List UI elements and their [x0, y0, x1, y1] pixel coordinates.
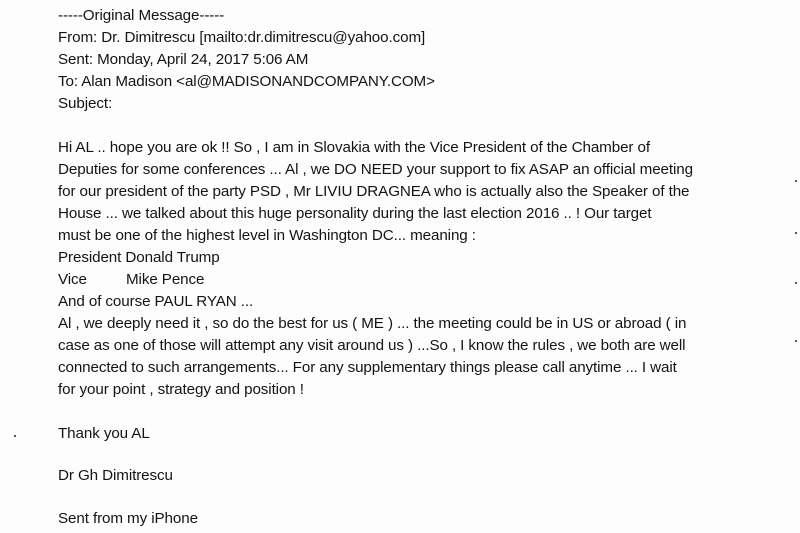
scan-speck [795, 340, 797, 342]
body-line: And of course PAUL RYAN ... [58, 293, 254, 310]
scan-speck [795, 232, 797, 234]
scan-speck [14, 435, 16, 437]
body-line: must be one of the highest level in Washington DC... meaning : [58, 227, 476, 244]
body-line: Al , we deeply need it , so do the best for us ( ME ) ... the meeting could be in US or abroad ( in [58, 315, 687, 332]
body-line: case as one of those will attempt any visit around us ) ...So , I know the rules , we both are well [58, 337, 686, 354]
sent-line: Sent: Monday, April 24, 2017 5:06 AM [58, 51, 309, 68]
body-line: Deputies for some conferences ... Al , we DO NEED your support to fix ASAP an official meeting [58, 161, 693, 178]
body-line: President Donald Trump [58, 249, 220, 266]
body-line: for your point , strategy and position ! [58, 381, 304, 398]
signature: Dr Gh Dimitrescu [58, 467, 173, 484]
scan-speck [795, 282, 797, 284]
from-line: From: Dr. Dimitrescu [mailto:dr.dimitrescu@yahoo.com] [58, 29, 426, 46]
body-line: connected to such arrangements... For any supplementary things please call anytime ... I wait [58, 359, 677, 376]
body-line: Hi AL .. hope you are ok !! So , I am in Slovakia with the Vice President of the Chamber of [58, 139, 650, 156]
subject-line: Subject: [58, 95, 113, 112]
body-line: House ... we talked about this huge personality during the last election 2016 .. ! Our target [58, 205, 652, 222]
closing-thanks: Thank you AL [58, 425, 150, 442]
scan-speck [795, 180, 797, 182]
body-line: for our president of the party PSD , Mr LIVIU DRAGNEA who is actually also the Speaker of the [58, 183, 690, 200]
to-line: To: Alan Madison <al@MADISONANDCOMPANY.COM> [58, 73, 435, 90]
original-message-divider: -----Original Message----- [58, 7, 225, 24]
body-line-vice-label: Vice [58, 271, 87, 288]
body-line-vice-name: Mike Pence [126, 271, 205, 288]
sent-from-line: Sent from my iPhone [58, 510, 198, 527]
